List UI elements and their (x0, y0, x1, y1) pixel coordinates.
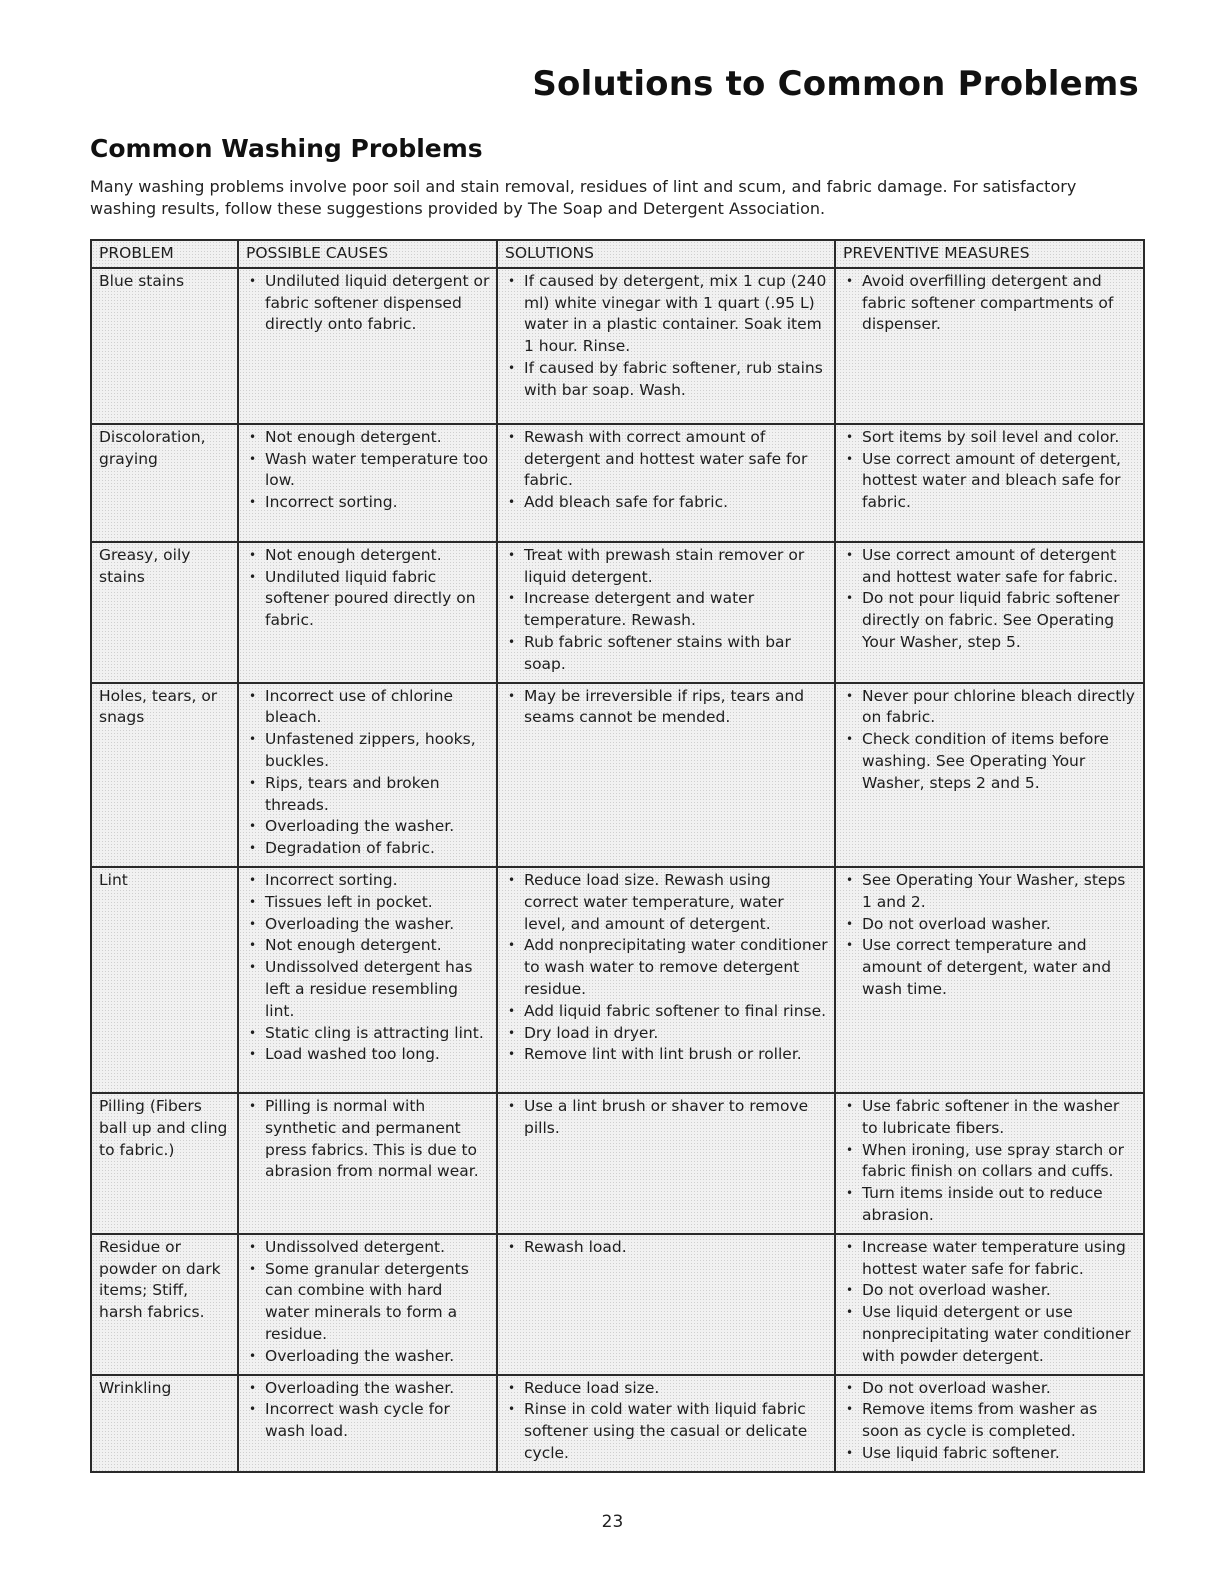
cause-item: • Some granular detergents can combine with hard water minerals to form a residue. (246, 1259, 490, 1346)
table-row (91, 1093, 1144, 1234)
prevention-list (843, 870, 1137, 1001)
causes-list (246, 271, 490, 336)
cause-item: • Pilling is normal with synthetic and permanent press fabrics. This is due to abrasion from normal wear. (246, 1096, 490, 1183)
solutions-list (505, 1378, 828, 1465)
table-header-row (91, 240, 1144, 268)
causes-list (246, 686, 490, 860)
prevention-cell (835, 268, 1144, 424)
prevention-cell (835, 424, 1144, 542)
prevention-item: • Use liquid fabric softener. (843, 1443, 1137, 1465)
problem-cell: Greasy, oily stains (91, 542, 238, 683)
causes-list (246, 545, 490, 632)
page-title: Solutions to Common Problems (532, 64, 1139, 104)
cause-item: • Undissolved detergent has left a residue resembling lint. (246, 957, 490, 1022)
problem-cell: Holes, tears, or snags (91, 683, 238, 867)
solution-item: • If caused by fabric softener, rub stains with bar soap. Wash. (505, 358, 828, 402)
problem-cell: Lint (91, 867, 238, 1093)
prevention-item: • Use correct amount of detergent, hottest water and bleach safe for fabric. (843, 449, 1137, 514)
causes-cell (238, 1234, 497, 1375)
cause-item: • Undissolved detergent. (246, 1237, 490, 1259)
solutions-list (505, 686, 828, 730)
problem-cell: Wrinkling (91, 1375, 238, 1472)
solutions-cell (497, 424, 835, 542)
solutions-list (505, 870, 828, 1066)
solution-item: • Remove lint with lint brush or roller. (505, 1044, 828, 1066)
cause-item: • Degradation of fabric. (246, 838, 490, 860)
prevention-item: • Do not overload washer. (843, 1378, 1137, 1400)
prevention-item: • Do not overload washer. (843, 1280, 1137, 1302)
cause-item: • Wash water temperature too low. (246, 449, 490, 493)
prevention-cell (835, 683, 1144, 867)
solution-item: • Rewash with correct amount of detergent and hottest water safe for fabric. (505, 427, 828, 492)
solutions-cell (497, 1093, 835, 1234)
solution-item: • If caused by detergent, mix 1 cup (240 ml) white vinegar with 1 quart (.95 L) water in a plastic container. Soak item 1 hour. Rinse. (505, 271, 828, 358)
problem-cell: Residue or powder on dark items; Stiff, harsh fabrics. (91, 1234, 238, 1375)
cause-item: • Incorrect sorting. (246, 492, 490, 514)
table-row (91, 867, 1144, 1093)
cause-item: • Undiluted liquid detergent or fabric softener dispensed directly onto fabric. (246, 271, 490, 336)
solution-item: • Rub fabric softener stains with bar soap. (505, 632, 828, 676)
solutions-cell (497, 683, 835, 867)
prevention-item: • Use correct temperature and amount of detergent, water and wash time. (843, 935, 1137, 1000)
header-possible-causes: POSSIBLE CAUSES (238, 240, 497, 268)
section-title: Common Washing Problems (90, 134, 483, 163)
solution-item: • Add nonprecipitating water conditioner to wash water to remove detergent residue. (505, 935, 828, 1000)
cause-item: • Overloading the washer. (246, 816, 490, 838)
causes-cell (238, 683, 497, 867)
header-solutions: SOLUTIONS (497, 240, 835, 268)
problems-table (90, 239, 1145, 1473)
causes-cell (238, 542, 497, 683)
table-row (91, 424, 1144, 542)
problem-cell: Blue stains (91, 268, 238, 424)
prevention-item: • Increase water temperature using hottest water safe for fabric. (843, 1237, 1137, 1281)
solution-item: • Increase detergent and water temperature. Rewash. (505, 588, 828, 632)
cause-item: • Overloading the washer. (246, 1346, 490, 1368)
cause-item: • Undiluted liquid fabric softener poured directly on fabric. (246, 567, 490, 632)
solutions-list (505, 545, 828, 676)
solutions-list (505, 1237, 828, 1259)
cause-item: • Not enough detergent. (246, 427, 490, 449)
solution-item: • May be irreversible if rips, tears and seams cannot be mended. (505, 686, 828, 730)
prevention-cell (835, 542, 1144, 683)
table-row (91, 268, 1144, 424)
cause-item: • Tissues left in pocket. (246, 892, 490, 914)
causes-cell (238, 268, 497, 424)
prevention-cell (835, 867, 1144, 1093)
causes-cell (238, 1375, 497, 1472)
prevention-item: • Use fabric softener in the washer to lubricate fibers. (843, 1096, 1137, 1140)
solution-item: • Add bleach safe for fabric. (505, 492, 828, 514)
solutions-cell (497, 1234, 835, 1375)
prevention-list (843, 686, 1137, 795)
prevention-item: • Do not pour liquid fabric softener directly on fabric. See Operating Your Washer, step 5. (843, 588, 1137, 653)
prevention-item: • Never pour chlorine bleach directly on fabric. (843, 686, 1137, 730)
prevention-list (843, 1237, 1137, 1368)
solution-item: • Dry load in dryer. (505, 1023, 828, 1045)
causes-cell (238, 424, 497, 542)
intro-paragraph: Many washing problems involve poor soil and stain removal, residues of lint and scum, and fabric damage. For satisfactory washing results, follow these suggestions provided by The Soap and Detergent Association. (90, 177, 1077, 218)
prevention-item: • When ironing, use spray starch or fabric finish on collars and cuffs. (843, 1140, 1137, 1184)
prevention-item: • Check condition of items before washing. See Operating Your Washer, steps 2 and 5. (843, 729, 1137, 794)
solutions-list (505, 271, 828, 402)
solution-item: • Rinse in cold water with liquid fabric softener using the casual or delicate cycle. (505, 1399, 828, 1464)
cause-item: • Incorrect use of chlorine bleach. (246, 686, 490, 730)
cause-item: • Not enough detergent. (246, 545, 490, 567)
problem-cell: Discoloration, graying (91, 424, 238, 542)
header-preventive-measures: PREVENTIVE MEASURES (835, 240, 1144, 268)
cause-item: • Not enough detergent. (246, 935, 490, 957)
table-body (91, 268, 1144, 1472)
solutions-cell (497, 268, 835, 424)
causes-list (246, 870, 490, 1066)
prevention-item: • Do not overload washer. (843, 914, 1137, 936)
table-row (91, 1375, 1144, 1472)
prevention-list (843, 1378, 1137, 1465)
solution-item: • Reduce load size. Rewash using correct water temperature, water level, and amount of detergent. (505, 870, 828, 935)
header-problem: PROBLEM (91, 240, 238, 268)
prevention-item: • Remove items from washer as soon as cycle is completed. (843, 1399, 1137, 1443)
solutions-cell (497, 542, 835, 683)
solutions-cell (497, 867, 835, 1093)
cause-item: • Overloading the washer. (246, 1378, 490, 1400)
prevention-item: • See Operating Your Washer, steps 1 and 2. (843, 870, 1137, 914)
table-row (91, 683, 1144, 867)
prevention-list (843, 271, 1137, 336)
page-number: 23 (601, 1512, 624, 1532)
prevention-cell (835, 1234, 1144, 1375)
causes-cell (238, 1093, 497, 1234)
table-row (91, 1234, 1144, 1375)
prevention-list (843, 545, 1137, 654)
solution-item: • Reduce load size. (505, 1378, 828, 1400)
causes-list (246, 1096, 490, 1183)
cause-item: • Incorrect sorting. (246, 870, 490, 892)
prevention-cell (835, 1375, 1144, 1472)
cause-item: • Incorrect wash cycle for wash load. (246, 1399, 490, 1443)
prevention-list (843, 1096, 1137, 1227)
prevention-cell (835, 1093, 1144, 1234)
solution-item: • Use a lint brush or shaver to remove pills. (505, 1096, 828, 1140)
prevention-item: • Turn items inside out to reduce abrasion. (843, 1183, 1137, 1227)
causes-cell (238, 867, 497, 1093)
prevention-list (843, 427, 1137, 514)
solution-item: • Add liquid fabric softener to final rinse. (505, 1001, 828, 1023)
table-row (91, 542, 1144, 683)
solutions-list (505, 1096, 828, 1140)
cause-item: • Rips, tears and broken threads. (246, 773, 490, 817)
causes-list (246, 1378, 490, 1443)
prevention-item: • Use liquid detergent or use nonprecipitating water conditioner with powder detergent. (843, 1302, 1137, 1367)
prevention-item: • Sort items by soil level and color. (843, 427, 1137, 449)
cause-item: • Overloading the washer. (246, 914, 490, 936)
prevention-item: • Use correct amount of detergent and hottest water safe for fabric. (843, 545, 1137, 589)
solution-item: • Treat with prewash stain remover or liquid detergent. (505, 545, 828, 589)
cause-item: • Load washed too long. (246, 1044, 490, 1066)
causes-list (246, 1237, 490, 1368)
cause-item: • Unfastened zippers, hooks, buckles. (246, 729, 490, 773)
solution-item: • Rewash load. (505, 1237, 828, 1259)
causes-list (246, 427, 490, 514)
cause-item: • Static cling is attracting lint. (246, 1023, 490, 1045)
solutions-cell (497, 1375, 835, 1472)
prevention-item: • Avoid overfilling detergent and fabric softener compartments of dispenser. (843, 271, 1137, 336)
solutions-list (505, 427, 828, 514)
problem-cell: Pilling (Fibers ball up and cling to fabric.) (91, 1093, 238, 1234)
